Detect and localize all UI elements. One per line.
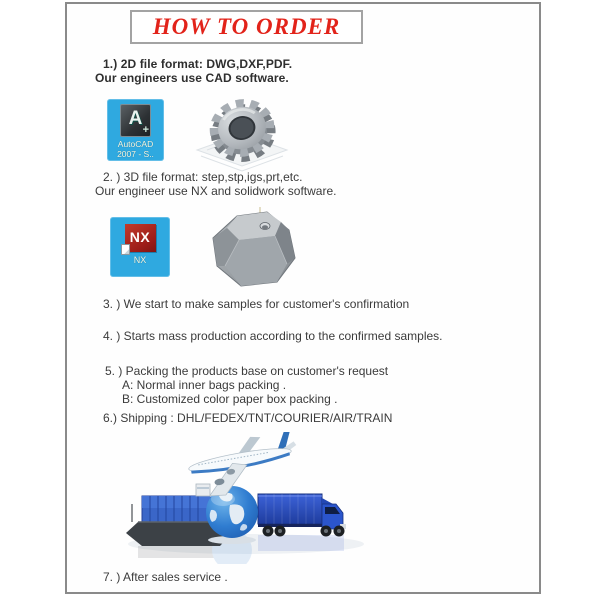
nx-logo-text: NX [129, 229, 151, 245]
truck-graphic [258, 494, 346, 537]
autocad-letter-a: A [128, 108, 143, 129]
cad-part-graphic [203, 206, 303, 292]
step-6-text [103, 411, 392, 425]
step-7-text [103, 570, 228, 584]
autocad-logo-icon [120, 104, 151, 137]
logistics-graphic [112, 432, 380, 564]
autocad-desktop-icon [107, 99, 164, 161]
step-5-text [105, 364, 388, 406]
step-5-line-3: B: Customized color paper box packing . [122, 392, 338, 406]
gear-graphic [193, 92, 291, 177]
step-3-line-1: 3. ) We start to make samples for customer's confirmation [103, 297, 410, 311]
document-glyph-icon [121, 244, 130, 255]
cad-part-3d-render-image [203, 206, 303, 292]
step-5-line-2: A: Normal inner bags packing . [122, 378, 287, 392]
title-box [130, 10, 363, 44]
step-2-text [95, 170, 336, 198]
nx-icon-label: NX [133, 255, 147, 265]
autocad-icon-label-2: 2007 - S.. [117, 149, 154, 159]
gear-3d-render-image [193, 92, 291, 177]
step-5-line-1: 5. ) Packing the products base on customer's request [105, 364, 389, 378]
page-title: HOW TO ORDER [152, 14, 341, 39]
autocad-icon-label-1: AutoCAD [117, 139, 154, 149]
step-1-line-2: Our engineers use CAD software. [95, 71, 289, 85]
step-4-text [103, 329, 443, 343]
step-2-line-2: Our engineer use NX and solidwork software. [95, 184, 337, 198]
step-7-line-1: 7. ) After sales service . [103, 570, 228, 584]
nx-logo-icon [125, 224, 156, 252]
step-1-text [95, 57, 292, 85]
step-2-line-1: 2. ) 3D file format: step,stp,igs,prt,etc. [103, 170, 303, 184]
step-4-line-1: 4. ) Starts mass production according to the confirmed samples. [103, 329, 443, 343]
shipping-logistics-image [112, 432, 380, 564]
nx-desktop-icon [110, 217, 170, 277]
step-1-line-1: 1.) 2D file format: DWG,DXF,PDF. [103, 57, 293, 71]
step-3-text [103, 297, 409, 311]
step-6-line-1: 6.) Shipping : DHL/FEDEX/TNT/COURIER/AIR/TRAIN [103, 411, 393, 425]
crosshair-glyph: + [142, 124, 149, 136]
